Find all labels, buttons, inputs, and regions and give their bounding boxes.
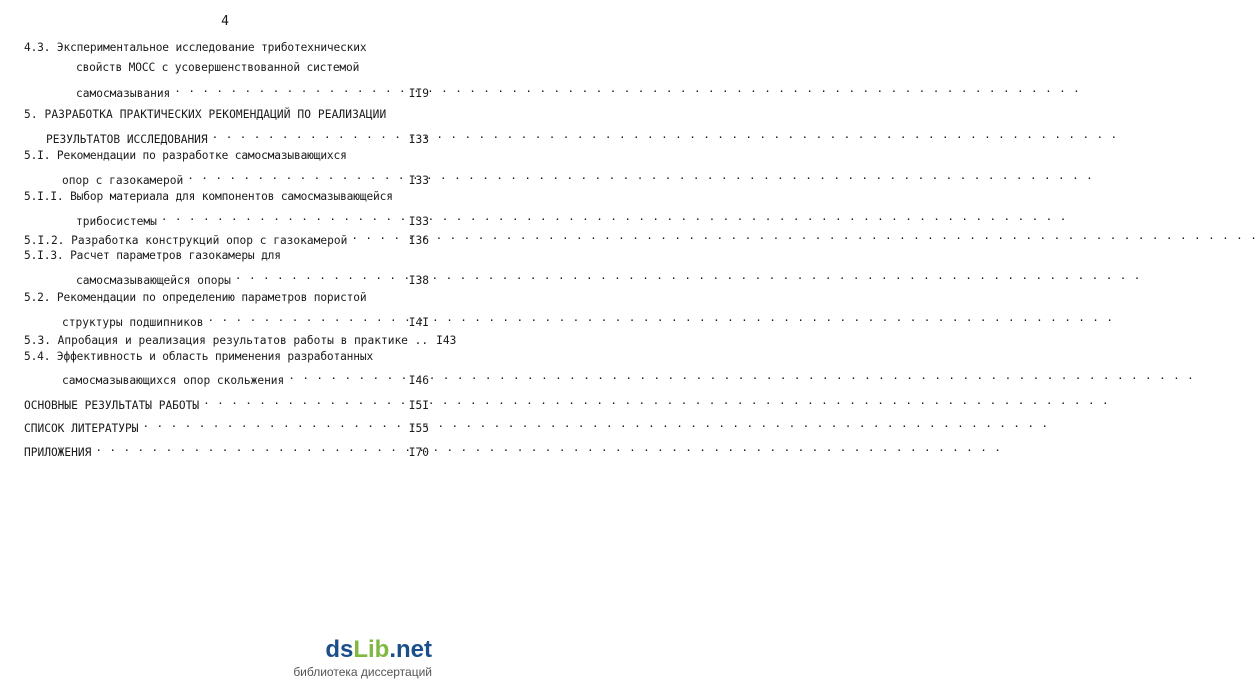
toc-5-1-3-title-end: самосмазывающейся опоры [76, 274, 231, 287]
toc-5-1-title-end: опор с газокамерой [62, 174, 184, 187]
watermark-brand-net: .net [389, 636, 432, 663]
dot-leader [95, 440, 404, 456]
toc-main-results-title: ОСНОВНЫЕ РЕЗУЛЬТАТЫ РАБОТЫ [24, 399, 200, 412]
watermark-subtitle: библиотека диссертаций [293, 665, 432, 679]
toc-5-title-end: РЕЗУЛЬТАТОВ ИССЛЕДОВАНИЯ [46, 133, 208, 146]
toc-references-title: СПИСОК ЛИТЕРАТУРЫ [24, 422, 139, 435]
toc-references-page: I55 [408, 422, 429, 435]
toc-5-1-1-line-2 [76, 209, 429, 228]
dot-leader [207, 310, 404, 326]
watermark-brand-lib: Lib [353, 636, 390, 663]
toc-5-4-line-2 [62, 368, 429, 387]
toc-5-4-title-end: самосмазывающихся опор скольжения [62, 374, 285, 387]
toc-5-1-page: I33 [408, 174, 429, 187]
toc-5-4-line-1: 5.4. Эффективность и область применения разработанных [24, 350, 374, 363]
watermark-logo [293, 637, 432, 663]
toc-5-1-1-page: I33 [408, 215, 429, 228]
toc-5-page: I33 [408, 133, 429, 146]
toc-5-1-line-1: 5.I. Рекомендации по разработке самосмазывающихся [24, 149, 347, 162]
toc-5-1-2-title: 5.I.2. Разработка конструкций опор с газокамерой [24, 234, 348, 247]
dot-leader [203, 393, 405, 409]
toc-4-3-line-1: 4.3. Экспериментальное исследование триботехнических [24, 41, 367, 54]
toc-main-results [24, 393, 429, 412]
page-number: 4 [221, 14, 229, 29]
toc-5-1-3-line-1: 5.I.3. Расчет параметров газокамеры для [24, 249, 281, 262]
toc-5-1-line-2 [62, 168, 429, 187]
dot-leader [187, 168, 405, 184]
toc-5-1-3-line-2 [76, 268, 429, 287]
toc-5-1-1-title-end: трибосистемы [76, 215, 157, 228]
dot-leader [143, 416, 405, 432]
toc-4-3-line-2: свойств МОСС с усовершенствованной системой [76, 61, 360, 74]
toc-5-1-1-line-1: 5.I.I. Выбор материала для компонентов самосмазывающейся [24, 190, 393, 203]
toc-5-3-title: 5.3. Апробация и реализация результатов работы в практике .. [24, 334, 429, 347]
dot-leader [161, 209, 405, 225]
watermark-brand-ds: ds [325, 636, 354, 663]
toc-5-4-page: I46 [408, 374, 429, 387]
toc-5-1-3-page: I38 [408, 274, 429, 287]
toc-appendices-page: I70 [408, 446, 429, 459]
dot-leader [351, 228, 404, 244]
toc-5-line-2 [46, 127, 429, 146]
toc-4-3-line-3 [76, 81, 429, 100]
toc-5-line-1: 5. РАЗРАБОТКА ПРАКТИЧЕСКИХ РЕКОМЕНДАЦИЙ ПО РЕАЛИЗАЦИИ [24, 108, 387, 121]
toc-5-3-page: I43 [436, 334, 457, 347]
toc-5-1-2 [24, 228, 429, 247]
dot-leader [174, 81, 404, 97]
toc-4-3-title-end: самосмазывания [76, 87, 171, 100]
dot-leader [288, 368, 405, 384]
toc-5-2-line-2 [62, 310, 429, 329]
toc-main-results-page: I5I [408, 399, 429, 412]
toc-5-2-page: I4I [408, 316, 429, 329]
toc-appendices [24, 440, 429, 459]
toc-5-1-2-page: I36 [408, 234, 429, 247]
toc-5-3 [24, 328, 457, 347]
watermark [293, 637, 432, 679]
toc-4-3-page: II9 [408, 87, 429, 100]
table-of-contents [0, 0, 457, 689]
toc-references [24, 416, 429, 435]
dot-leader [212, 127, 405, 143]
toc-5-2-line-1: 5.2. Рекомендации по определению параметров пористой [24, 291, 367, 304]
toc-5-2-title-end: структуры подшипников [62, 316, 204, 329]
toc-appendices-title: ПРИЛОЖЕНИЯ [24, 446, 92, 459]
dot-leader [235, 268, 405, 284]
